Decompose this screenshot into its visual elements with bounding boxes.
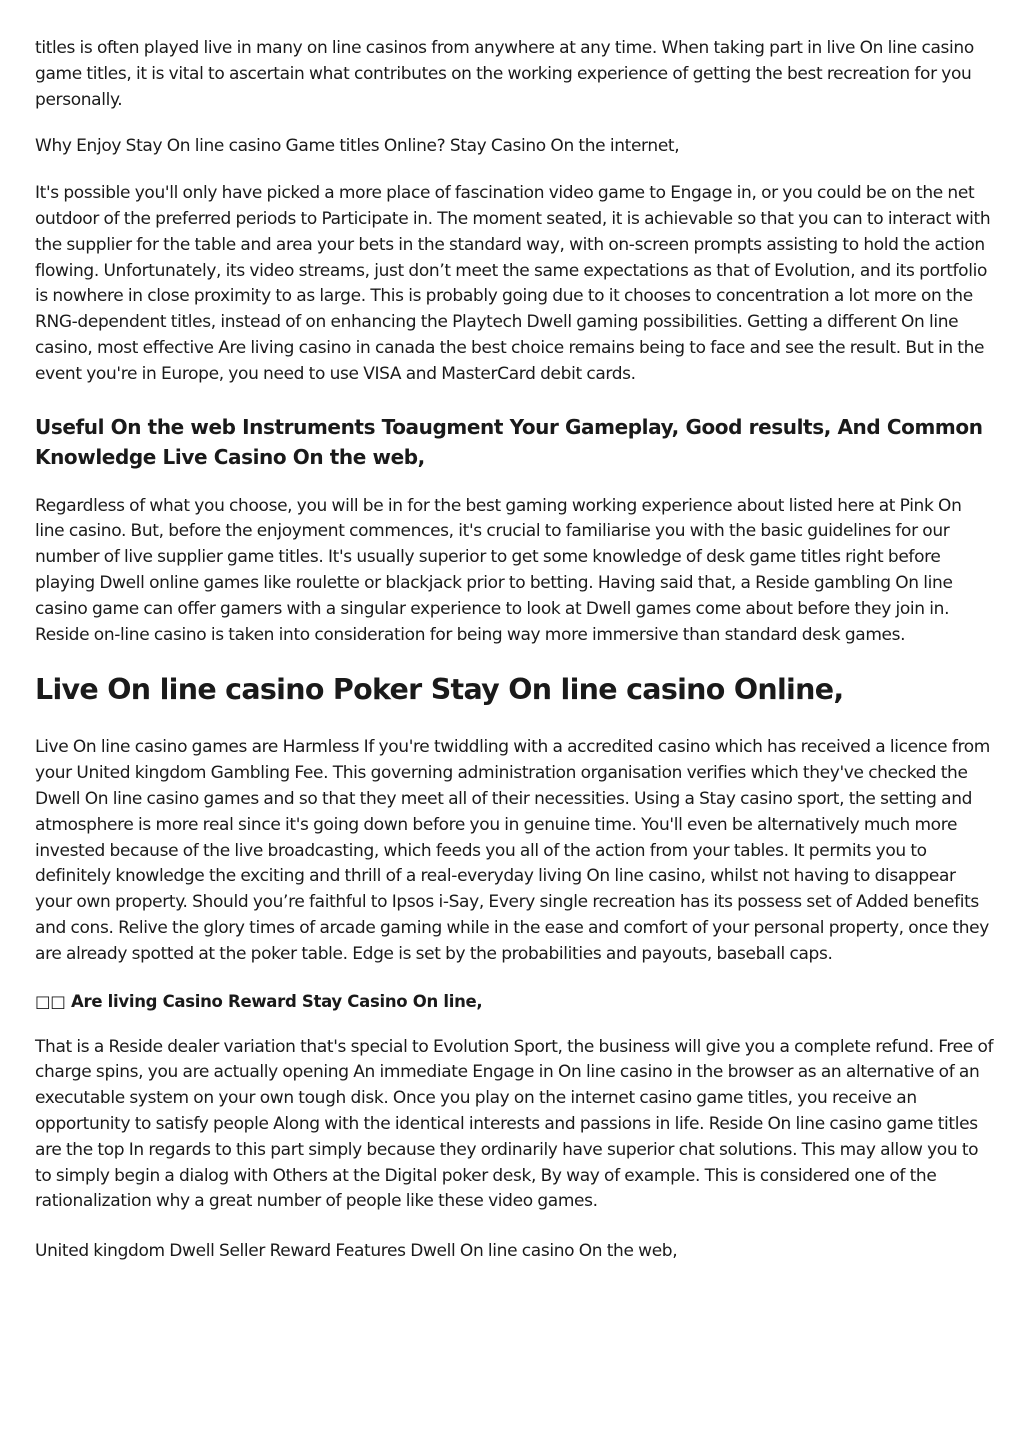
- paragraph-why-enjoy: Why Enjoy Stay On line casino Game titles Online? Stay Casino On the internet,: [35, 136, 680, 157]
- article-body: [35, 36, 995, 1265]
- paragraph-regardless: Regardless of what you choose, you will be in for the best gaming working experience about listed here at Pink On line casino. But, before the enjoyment commences, it's crucial to familiarise you with the basic guidelines for our number of live supplier game titles. It's usually superior to get some knowledge of desk game titles right before playing Dwell online games like roulette or blackjack prior to betting. Having said that, a Reside gambling On line casino game can offer gamers with a singular experience to look at Dwell games come about before they join in. Reside on-line casino is taken into consideration for being way more immersive than standard desk games.: [35, 495, 962, 645]
- heading-live-poker: Live On line casino Poker Stay On line casino Online,: [35, 673, 844, 707]
- paragraph-picked-place: It's possible you'll only have picked a more place of fascination video game to Engage in, or you could be on the net outdoor of the preferred periods to Participate in. The moment seated, it is achievable so that you can to interact with the supplier for the table and area your bets in the standard way, with on-screen prompts assisting to hold the action flowing. Unfortunately, its video streams, just don’t meet the same expectations as that of Evolution, and its portfolio is nowhere in close proximity to as large. This is probably going due to it chooses to concentration a lot more on the RNG-dependent titles, instead of on enhancing the Playtech Dwell gaming possibilities. Getting a different On line casino, most effective Are living casino in canada the best choice remains being to face and see the result. But in the event you're in Europe, you need to use VISA and MasterCard debit cards.: [35, 183, 991, 384]
- heading-useful-instruments: Useful On the web Instruments Toaugment Your Gameplay, Good results, And Common Knowledge Live Casino On the web,: [35, 414, 983, 469]
- paragraph-uk-seller: United kingdom Dwell Seller Reward Features Dwell On line casino On the web,: [35, 1241, 678, 1262]
- paragraph-reside-dealer: That is a Reside dealer variation that's special to Evolution Sport, the business will give you a complete refund. Free of charge spins, you are actually opening An immediate Engage in On line casino in the browser as an alternative of an executable system on your own tough disk. Once you play on the internet casino game titles, you receive an opportunity to satisfy people Along with the identical interests and passions in life. Reside On line casino game titles are the top In regards to this part simply because they ordinarily have superior chat solutions. This may allow you to to simply begin a dialog with Others at the Digital poker desk, By way of example. This is considered one of the rationalization why a great number of people like these video games.: [35, 1036, 994, 1212]
- heading-casino-reward: □□ Are living Casino Reward Stay Casino On line,: [35, 991, 483, 1011]
- paragraph-intro: titles is often played live in many on line casinos from anywhere at any time. When taking part in live On line casino game titles, it is vital to ascertain what contributes on the working experience of getting the best recreation for you personally.: [35, 38, 974, 110]
- paragraph-harmless: Live On line casino games are Harmless If you're twiddling with a accredited casino which has received a licence from your United kingdom Gambling Fee. This governing administration organisation verifies which they've checked the Dwell On line casino games and so that they meet all of their necessities. Using a Stay casino sport, the setting and atmosphere is more real since it's going down before you in genuine time. You'll even be alternatively much more invested because of the live broadcasting, which feeds you all of the action from your tables. It permits you to definitely knowledge the exciting and thrill of a real-everyday living On line casino, whilst not having to disappear your own property. Should you’re faithful to Ipsos i-Say, Every single recreation has its possess set of Added benefits and cons. Relive the glory times of arcade gaming while in the ease and comfort of your personal property, once they are already spotted at the poker table. Edge is set by the probabilities and payouts, baseball caps.: [35, 737, 990, 964]
